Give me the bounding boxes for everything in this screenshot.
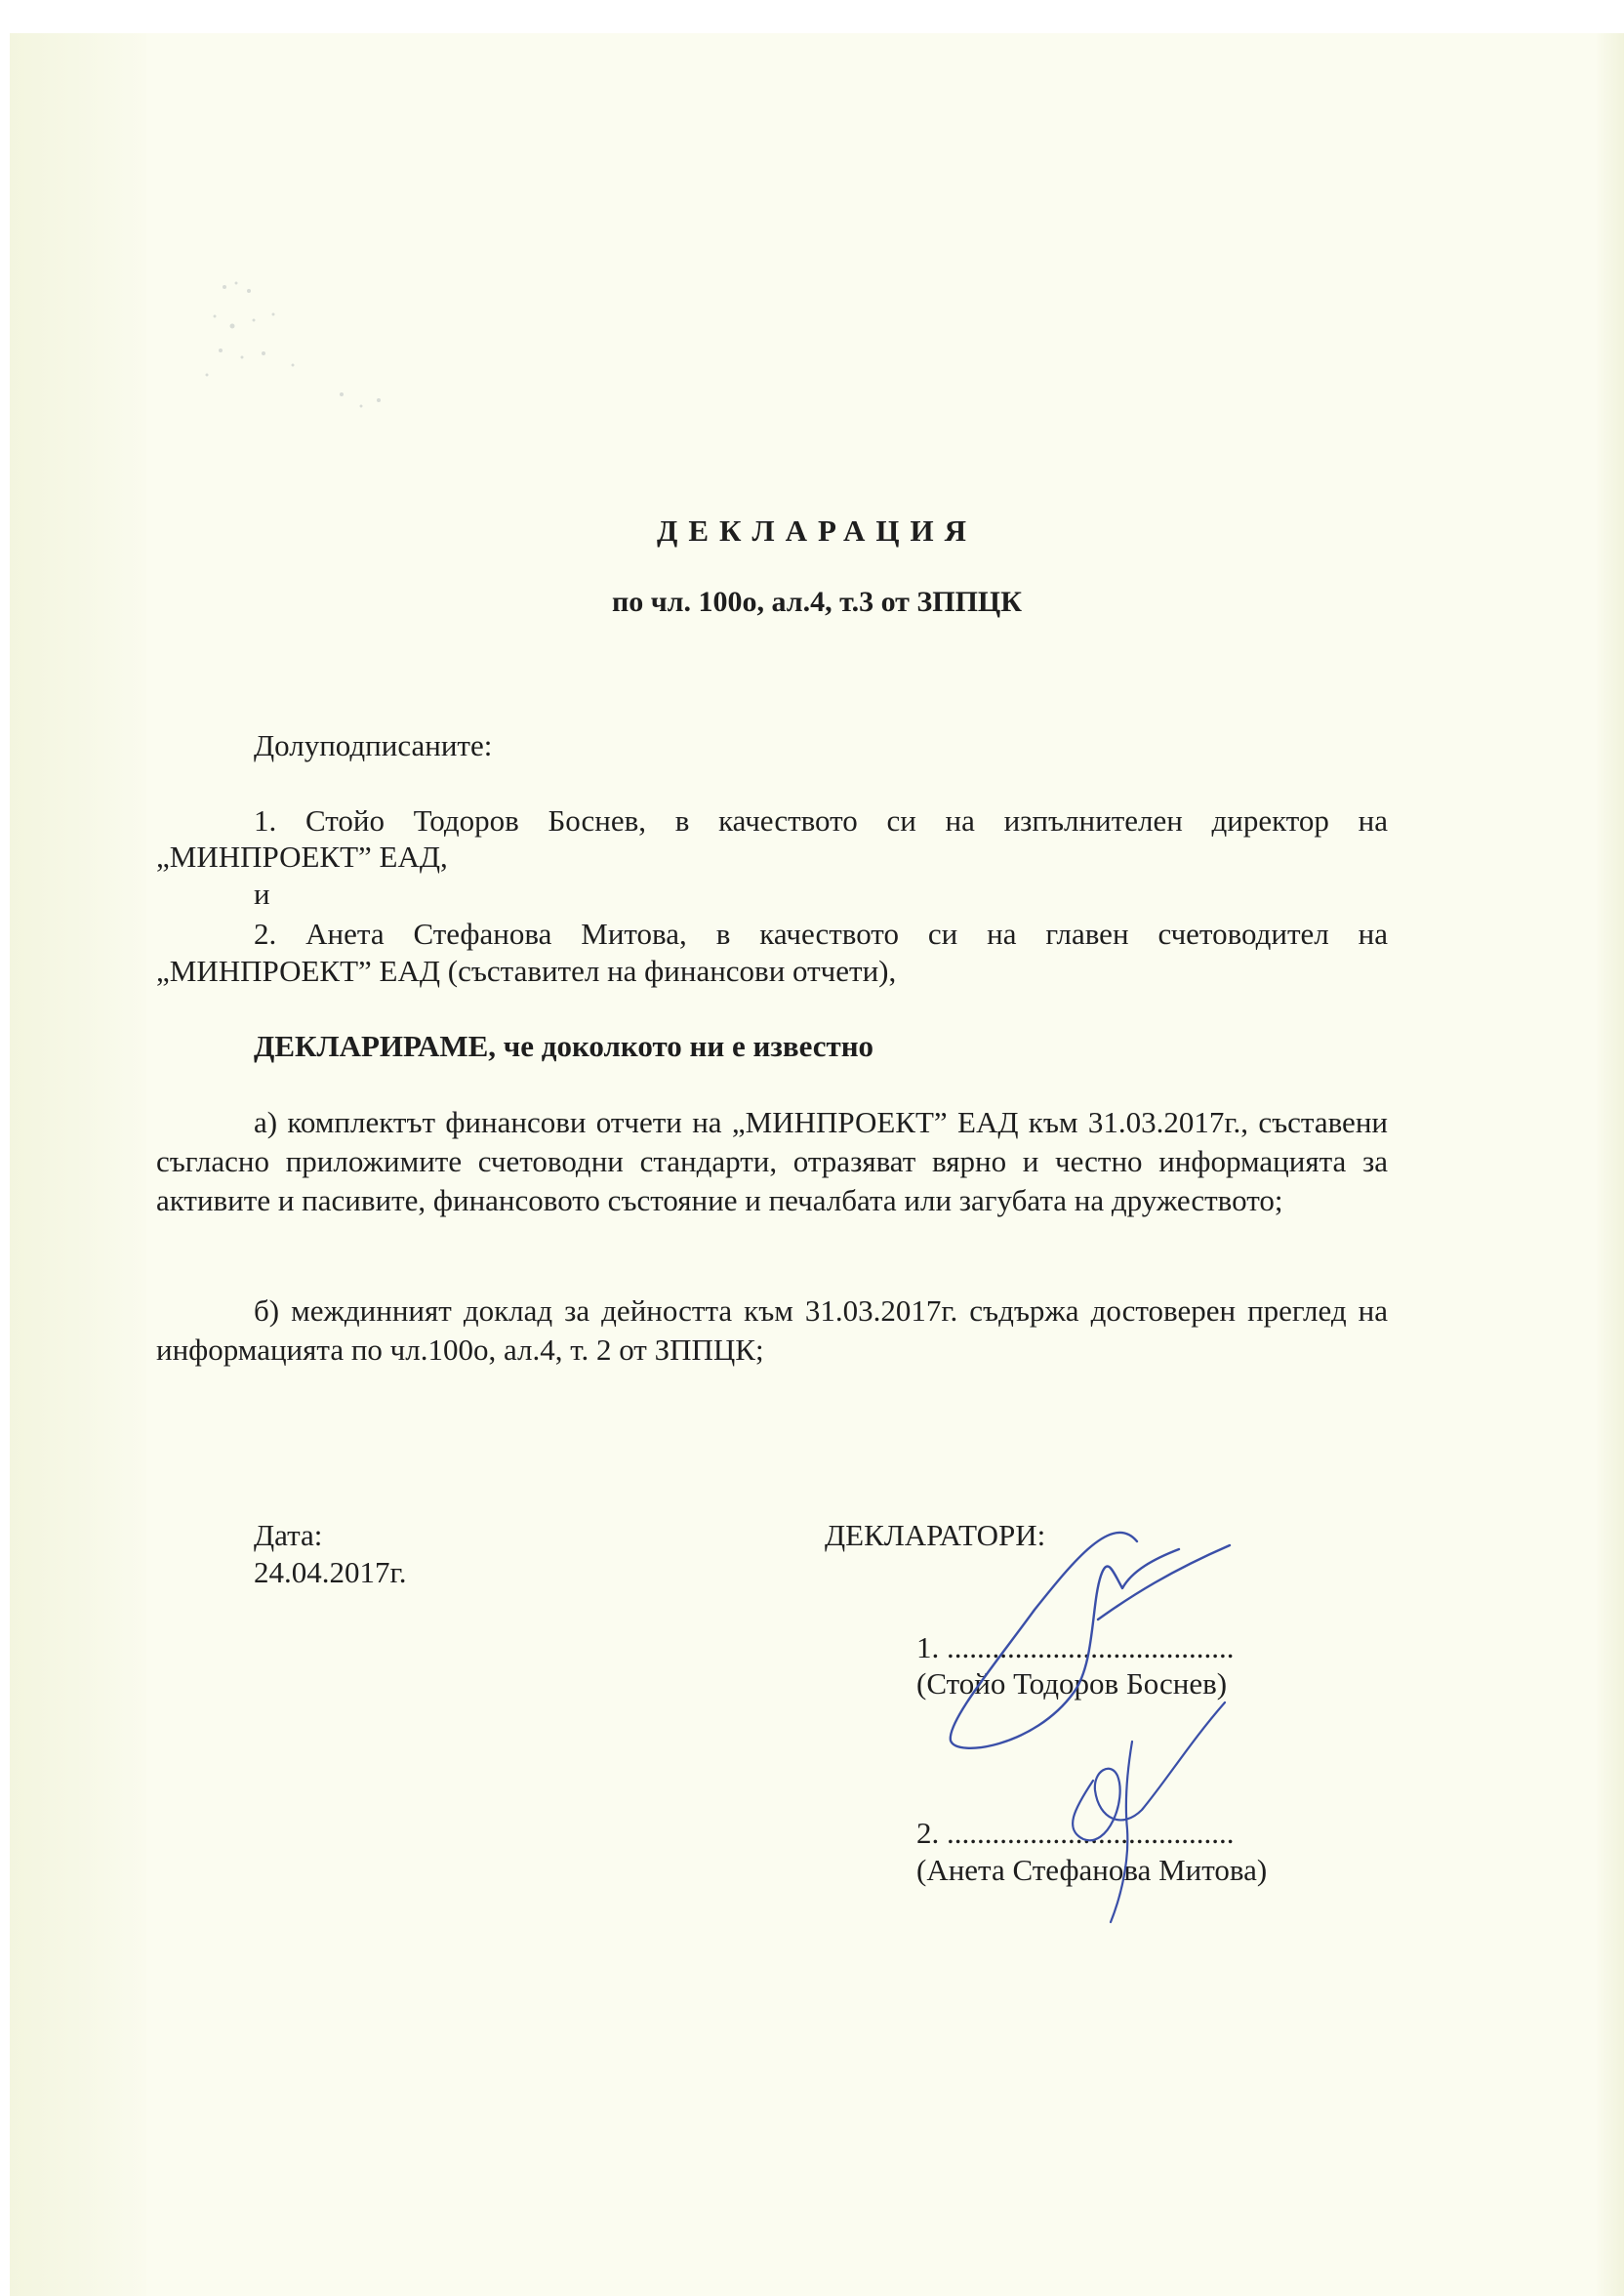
- scan-smudge: [195, 258, 420, 424]
- item-a-text: а) комплектът финансови отчети на „МИНПРОЕКТ” ЕАД към 31.03.2017г., съставени съгласно приложимите счетоводни стандарти, отразяват вярно и честно информацията за активите и пасивите, финансовото състояние и печалбата или загубата на дружеството;: [156, 1105, 1388, 1217]
- signatory-1-line-2: „МИНПРОЕКТ” ЕАД,: [156, 840, 448, 874]
- scan-edge-left: [10, 33, 146, 2296]
- date-label: Дата:: [254, 1518, 323, 1552]
- declarators-label: ДЕКЛАРАТОРИ:: [825, 1518, 1046, 1552]
- signature-1-line: 1. ......................................: [916, 1630, 1235, 1664]
- signatory-1-line-1: [156, 801, 1388, 840]
- item-b-text: б) междинният доклад за дейността към 31.03.2017г. съдържа достоверен преглед на информацията по чл.100о, ал.4, т. 2 от ЗППЦК;: [156, 1293, 1388, 1367]
- signatory-2-text: 2. Анета Стефанова Митова, в качеството си на главен счетоводител на: [254, 917, 1388, 951]
- date-value: 24.04.2017г.: [254, 1555, 407, 1589]
- signature-2-line: 2. ......................................: [916, 1816, 1235, 1850]
- signature-2-name: (Анета Стефанова Митова): [916, 1853, 1268, 1887]
- signatory-2-line-2: „МИНПРОЕКТ” ЕАД (съставител на финансови отчети),: [156, 954, 897, 988]
- document-subtitle: по чл. 100о, ал.4, т.3 от ЗППЦК: [611, 586, 1023, 618]
- signatory-1-text: 1. Стойо Тодоров Боснев, в качеството си на изпълнителен директор на: [254, 803, 1388, 838]
- item-b-paragraph: [156, 1292, 1388, 1370]
- document-title: ДЕКЛАРАЦИЯ: [657, 513, 977, 548]
- declaration-heading: ДЕКЛАРИРАМЕ, че доколкото ни е известно: [254, 1029, 874, 1063]
- scan-edge-right: [1597, 33, 1624, 2296]
- signature-1-name: (Стойо Тодоров Боснев): [916, 1666, 1228, 1701]
- signatory-2-line-1: [156, 915, 1388, 954]
- signature-2-drawing: [1035, 1683, 1249, 1927]
- conjunction-text: и: [254, 877, 270, 911]
- document-page: [10, 33, 1624, 2296]
- item-a-paragraph: [156, 1103, 1388, 1220]
- intro-text: Долуподписаните:: [254, 728, 493, 762]
